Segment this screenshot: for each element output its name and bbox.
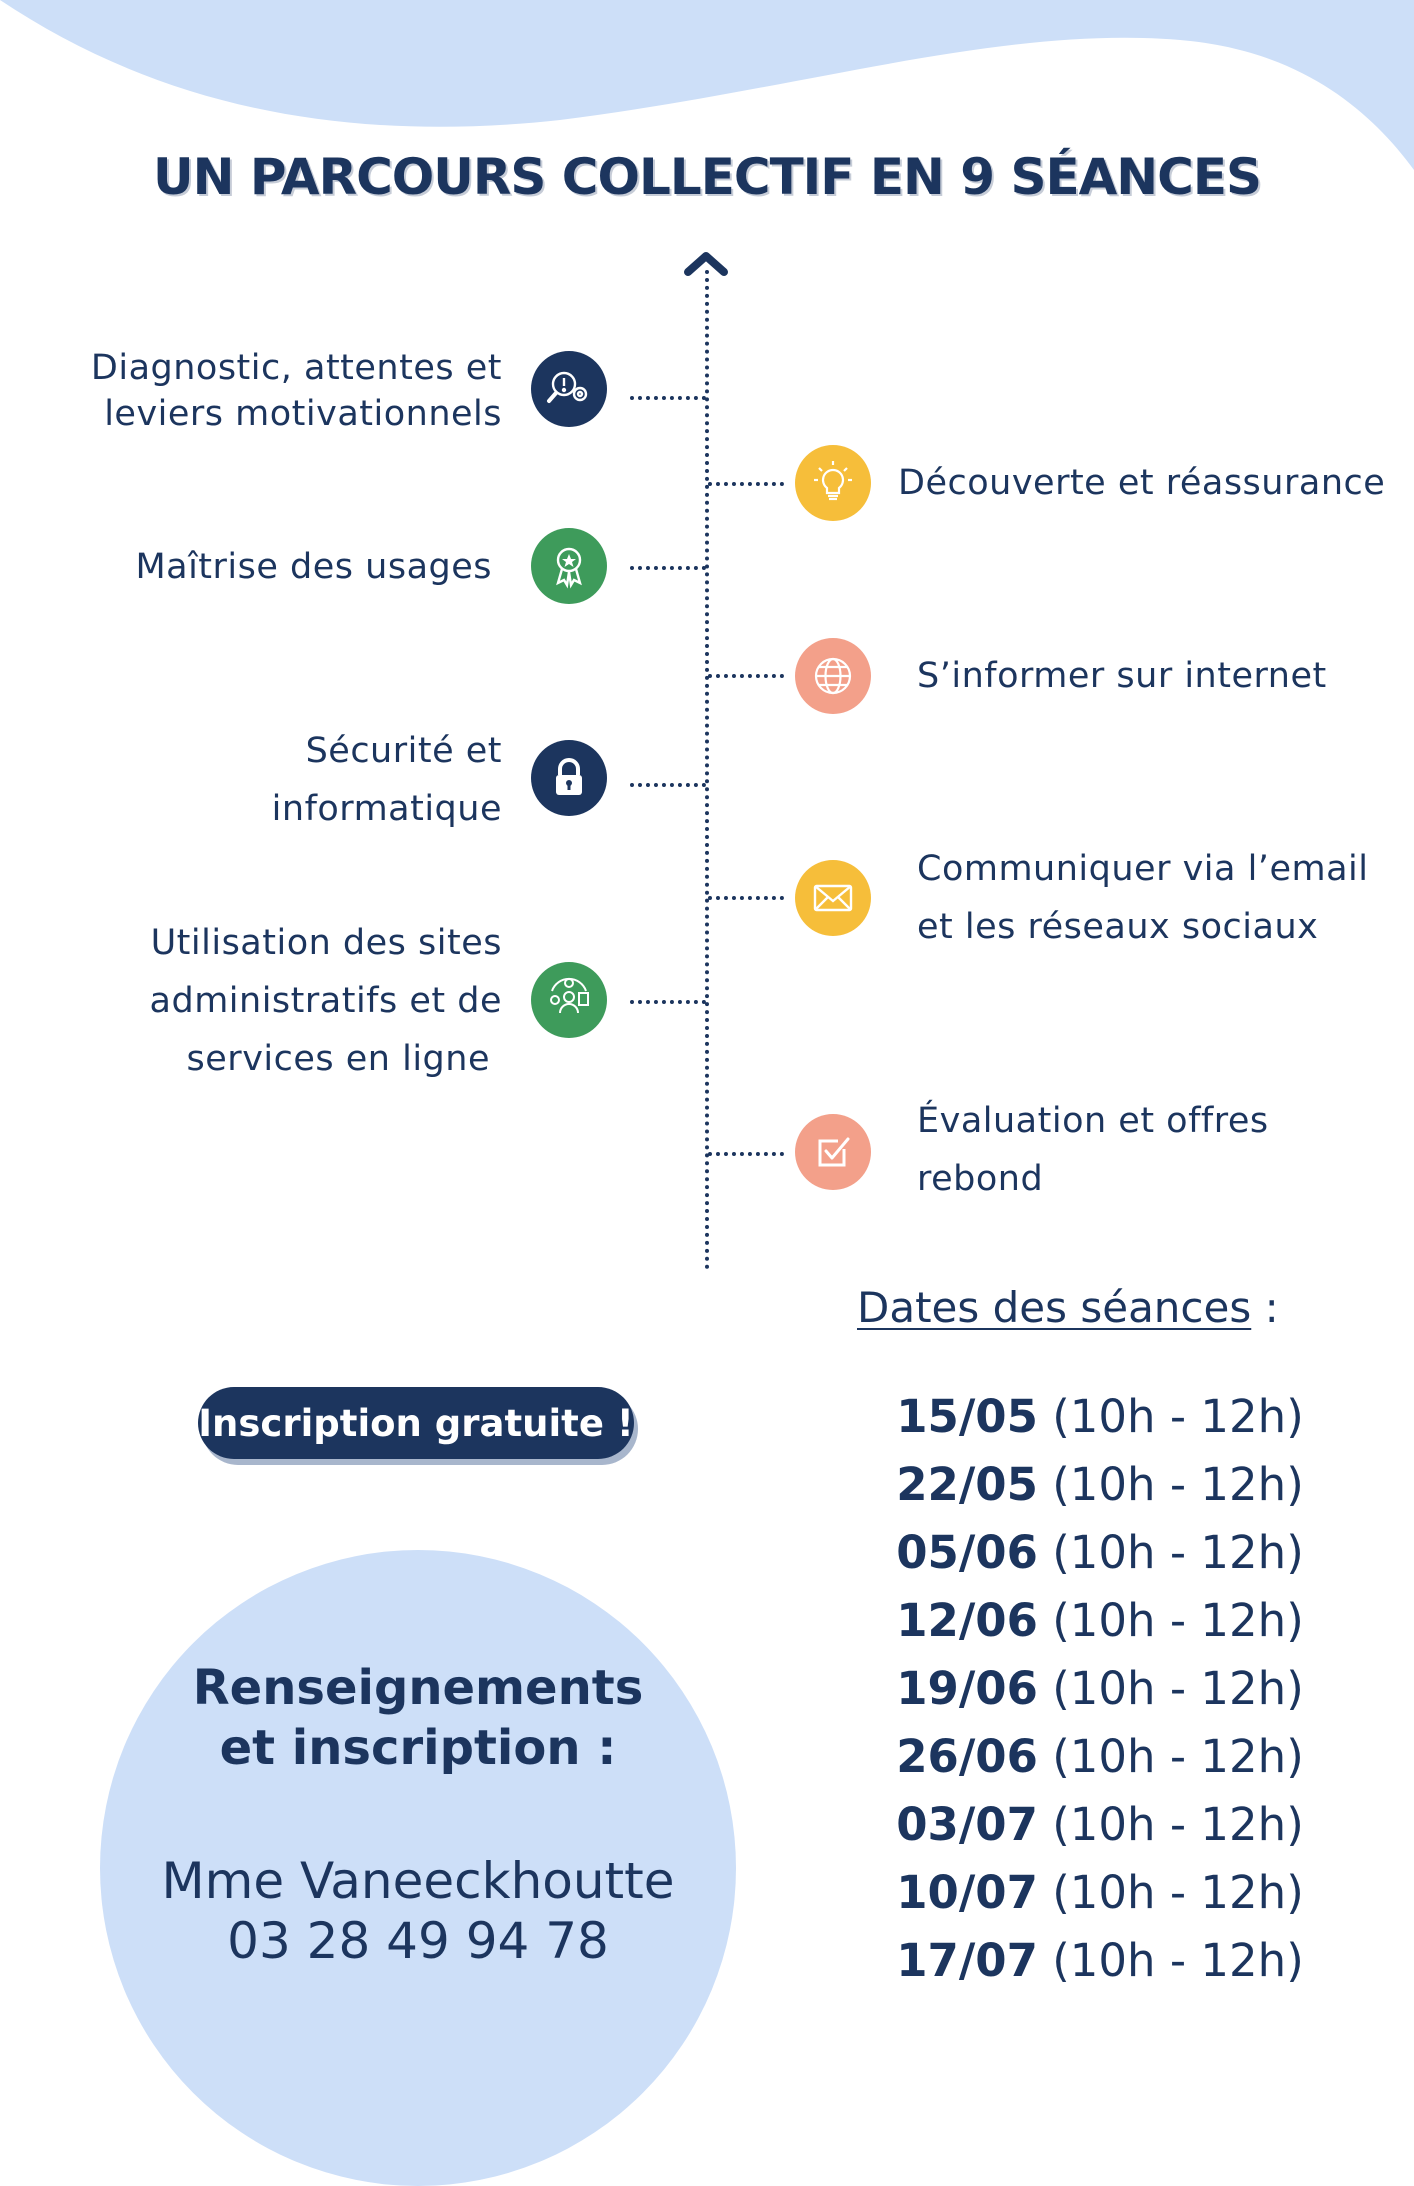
date-value: 10/07 xyxy=(896,1866,1038,1919)
step-sites-admin-label xyxy=(40,915,502,1088)
timeline-line xyxy=(705,270,709,1270)
step-evaluation-label xyxy=(917,1093,1397,1209)
free-registration-badge: Inscription gratuite ! xyxy=(198,1387,634,1459)
timeline-connector xyxy=(630,1000,706,1004)
date-value: 15/05 xyxy=(896,1390,1038,1443)
online-services-icon xyxy=(531,962,607,1038)
date-time: (10h - 12h) xyxy=(1037,1934,1304,1987)
timeline-connector xyxy=(630,566,706,570)
step-usages-label xyxy=(40,544,492,590)
label-line: Sécurité et xyxy=(305,731,502,771)
date-time: (10h - 12h) xyxy=(1037,1798,1304,1851)
timeline-connector xyxy=(708,896,784,900)
date-time: (10h - 12h) xyxy=(1037,1730,1304,1783)
step-securite-label xyxy=(40,723,502,839)
dates-title-text: Dates des séances xyxy=(857,1283,1252,1332)
timeline-connector xyxy=(708,482,784,486)
label-line: services en ligne xyxy=(186,1038,490,1079)
date-time: (10h - 12h) xyxy=(1037,1866,1304,1919)
contact-title-line: et inscription : xyxy=(219,1720,617,1776)
label-line: Évaluation et offres xyxy=(917,1101,1269,1141)
contact-phone[interactable]: 03 28 49 94 78 xyxy=(227,1912,609,1970)
lightbulb-icon xyxy=(795,445,871,521)
date-row xyxy=(830,1791,1370,1859)
globe-icon xyxy=(795,638,871,714)
contact-name: Mme Vaneeckhoutte xyxy=(161,1852,675,1910)
label-line: Communiquer via l’email xyxy=(917,849,1369,889)
timeline-connector xyxy=(708,1152,784,1156)
date-value: 17/07 xyxy=(896,1934,1038,1987)
date-row xyxy=(830,1927,1370,1995)
step-communiquer-label xyxy=(917,841,1397,957)
envelope-icon xyxy=(795,860,871,936)
date-time: (10h - 12h) xyxy=(1037,1390,1304,1443)
dates-title-suffix: : xyxy=(1251,1283,1279,1332)
label-line: informatique xyxy=(271,788,502,829)
step-decouverte-label xyxy=(898,460,1398,506)
award-badge-icon xyxy=(531,528,607,604)
label-line: rebond xyxy=(917,1158,1044,1199)
date-time: (10h - 12h) xyxy=(1037,1526,1304,1579)
label-line: Diagnostic, attentes et xyxy=(90,348,502,388)
label-line: et les réseaux sociaux xyxy=(917,906,1319,947)
label-line: administratifs et de xyxy=(149,980,502,1021)
date-row xyxy=(830,1383,1370,1451)
label-line: Utilisation des sites xyxy=(150,923,502,963)
timeline-connector xyxy=(630,783,706,787)
page-title: UN PARCOURS COLLECTIF EN 9 SÉANCES xyxy=(152,148,1262,206)
label-line: Découverte et réassurance xyxy=(898,463,1386,503)
date-value: 12/06 xyxy=(896,1594,1038,1647)
date-row xyxy=(830,1519,1370,1587)
checkbox-icon xyxy=(795,1114,871,1190)
padlock-icon xyxy=(531,740,607,816)
label-line: S’informer sur internet xyxy=(917,656,1327,696)
date-value: 19/06 xyxy=(896,1662,1038,1715)
date-value: 26/06 xyxy=(896,1730,1038,1783)
step-diagnostic-label xyxy=(40,345,502,437)
magnifier-gear-icon xyxy=(531,351,607,427)
date-time: (10h - 12h) xyxy=(1037,1458,1304,1511)
date-row xyxy=(830,1451,1370,1519)
timeline-connector xyxy=(708,674,784,678)
date-time: (10h - 12h) xyxy=(1037,1662,1304,1715)
label-line: Maîtrise des usages xyxy=(135,547,492,587)
step-informer-label xyxy=(917,653,1397,699)
dates-list xyxy=(830,1383,1370,1995)
dates-title xyxy=(857,1283,1279,1332)
timeline-connector xyxy=(630,396,706,400)
label-line: leviers motivationnels xyxy=(104,394,502,435)
date-row xyxy=(830,1655,1370,1723)
date-row xyxy=(830,1723,1370,1791)
contact-title xyxy=(150,1658,686,1778)
date-row xyxy=(830,1859,1370,1927)
date-time: (10h - 12h) xyxy=(1037,1594,1304,1647)
date-row xyxy=(830,1587,1370,1655)
contact-title-line: Renseignements xyxy=(192,1660,644,1716)
date-value: 22/05 xyxy=(896,1458,1038,1511)
date-value: 03/07 xyxy=(896,1798,1038,1851)
date-value: 05/06 xyxy=(896,1526,1038,1579)
